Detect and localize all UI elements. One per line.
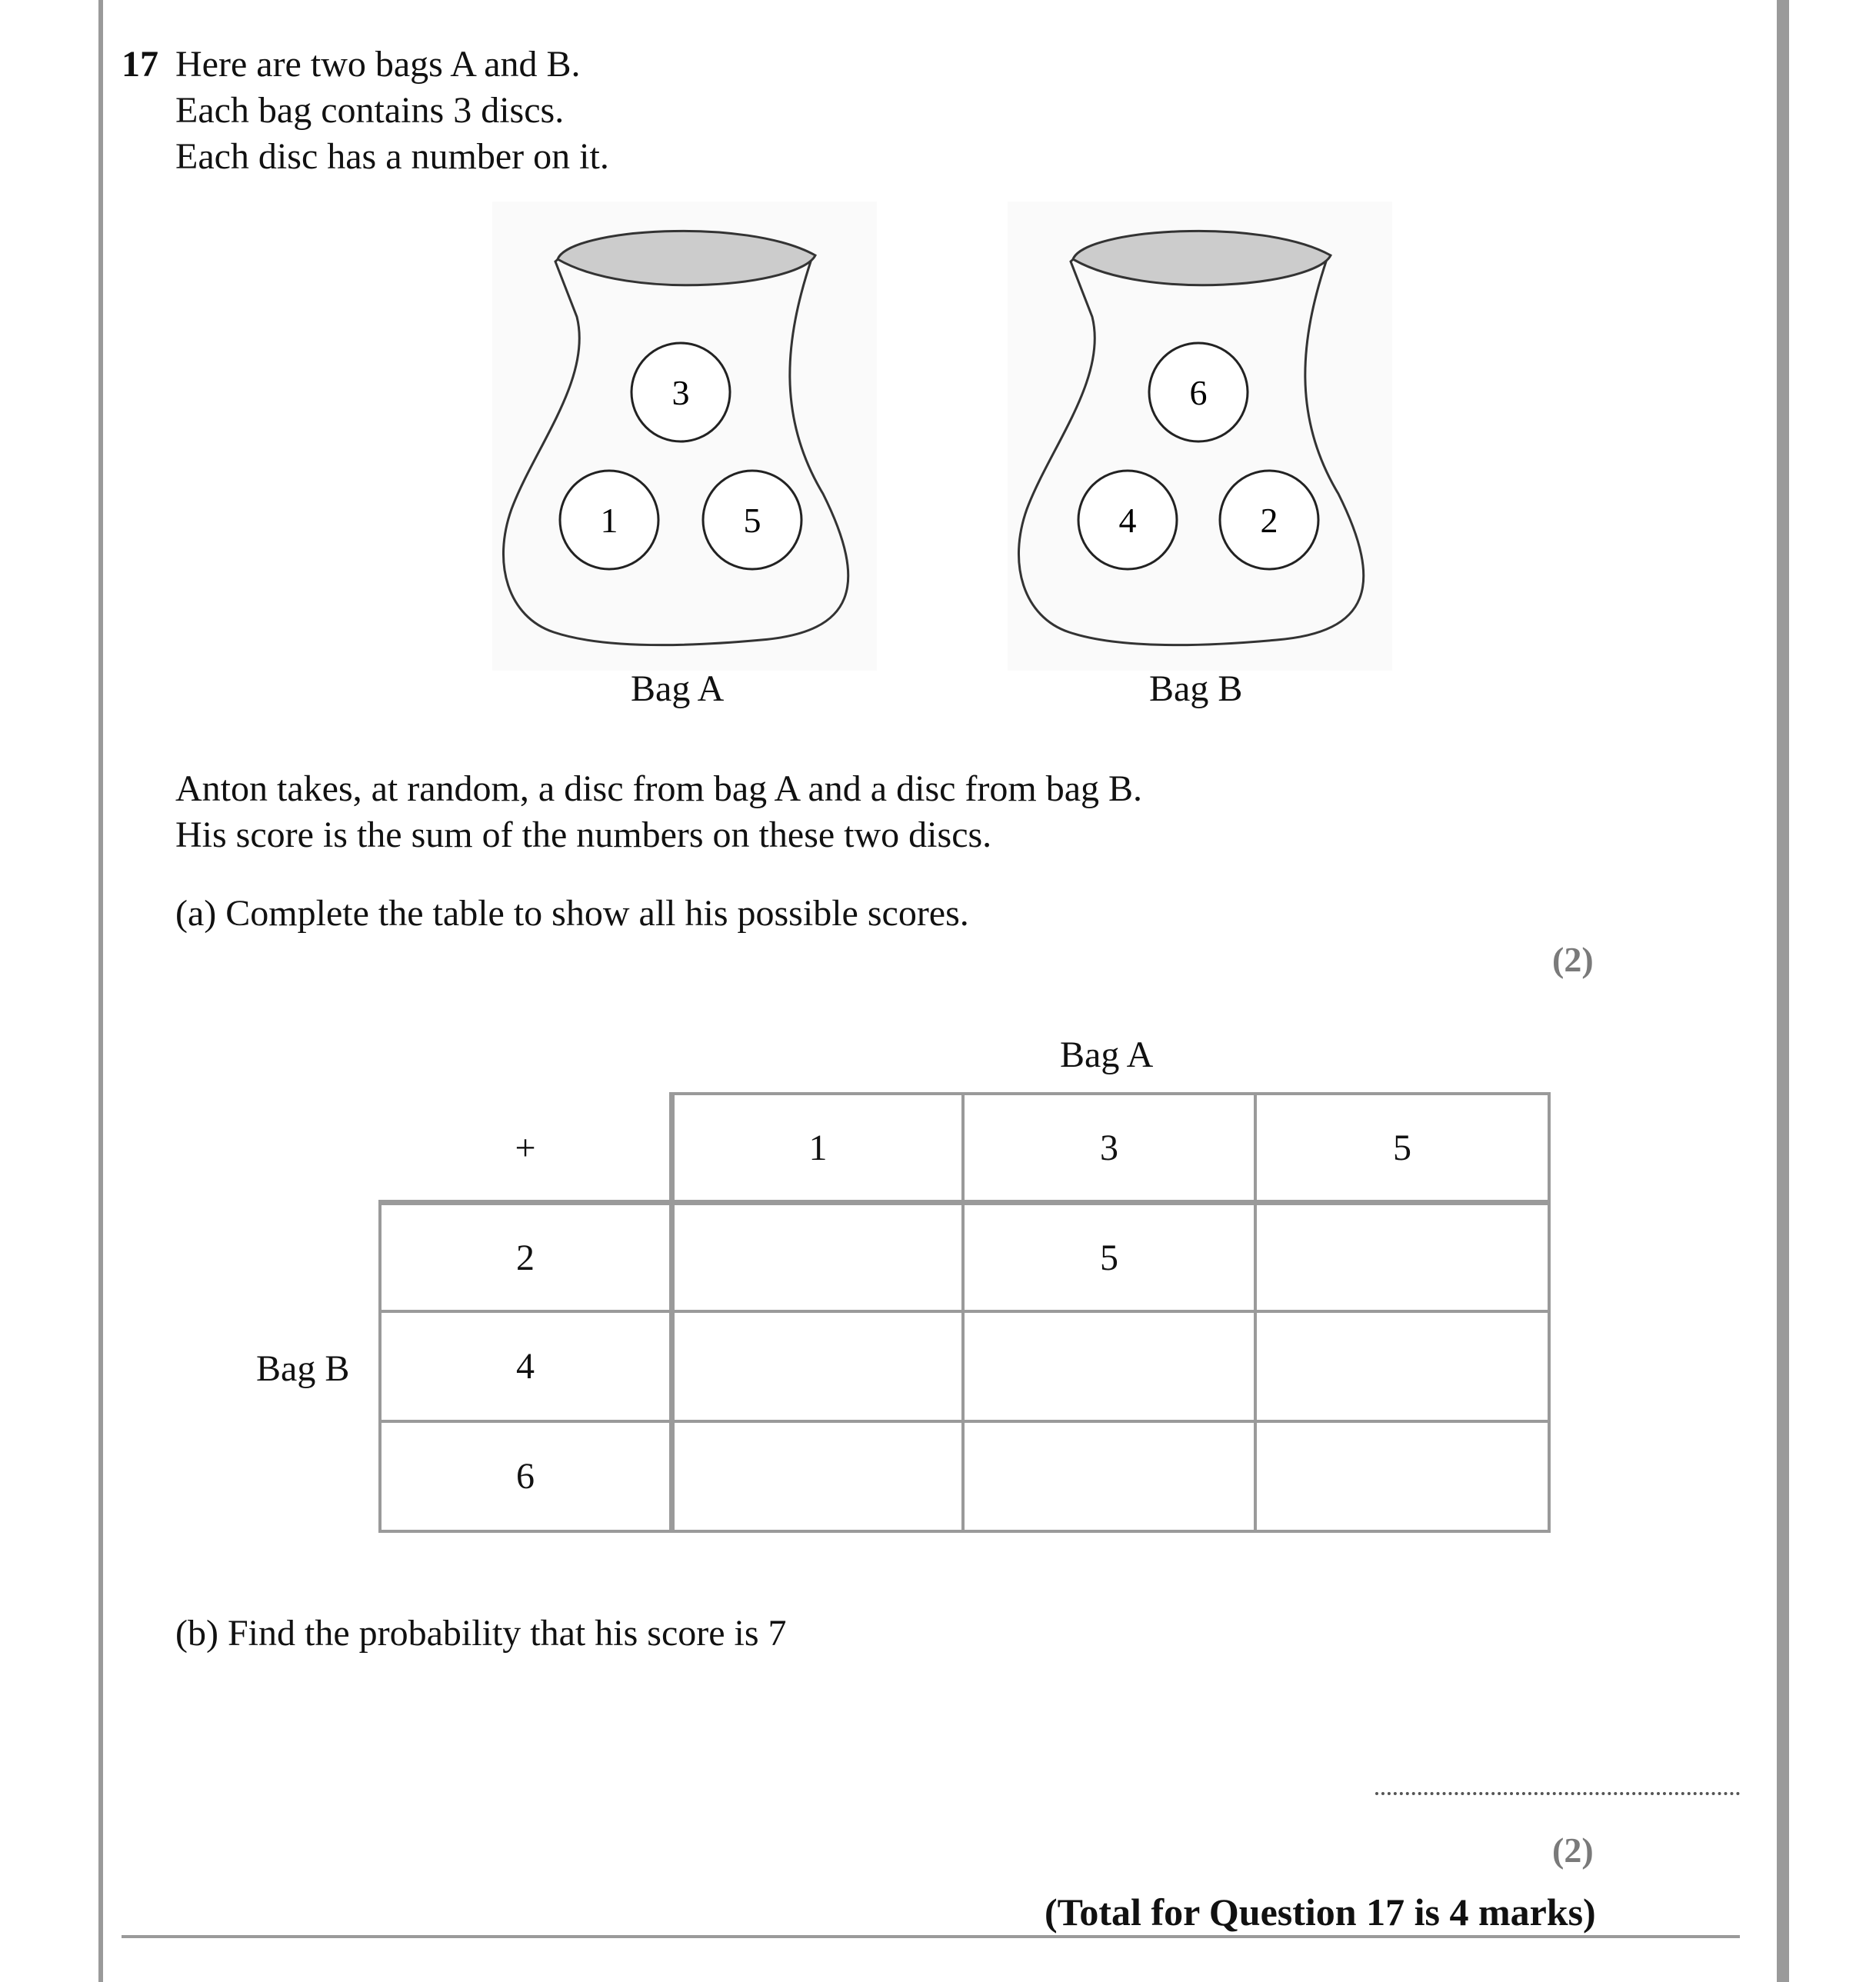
intro-line: Each bag contains 3 discs. [175, 90, 565, 131]
part-b-prompt: (b) Find the probability that his score is 7 [175, 1613, 787, 1654]
intro-line: Here are two bags A and B. [175, 44, 581, 85]
answer-cell-6-5[interactable] [1257, 1423, 1548, 1530]
page-border-right [1777, 0, 1789, 1982]
part-b-marks: (2) [1552, 1830, 1594, 1870]
bag-b-disc-6: 6 [1189, 373, 1208, 412]
question-intro [175, 42, 609, 180]
question-total: (Total for Question 17 is 4 marks) [1045, 1890, 1596, 1934]
question-number: 17 [122, 44, 158, 85]
answer-cell-2-1[interactable] [675, 1205, 961, 1310]
row-header-2: 2 [516, 1237, 535, 1278]
answer-cell-4-3[interactable] [965, 1313, 1254, 1420]
answer-cell-2-5[interactable] [1257, 1205, 1548, 1310]
table-bottom-border [378, 1530, 1551, 1533]
question-bottom-rule [122, 1935, 1740, 1938]
bag-a-disc-5: 5 [743, 501, 761, 540]
bag-a-label: Bag A [631, 668, 725, 709]
intro-line: Each disc has a number on it. [175, 136, 609, 177]
bag-a-illustration [492, 202, 877, 671]
bag-a-disc-1: 1 [600, 501, 618, 540]
bag-b-illustration [1008, 202, 1392, 671]
answer-cell-4-5[interactable] [1257, 1313, 1548, 1420]
table-right-border [1548, 1092, 1551, 1533]
table-header-col-divider [669, 1092, 675, 1533]
table-row-caption: Bag B [256, 1348, 350, 1389]
bag-a-disc-3: 3 [671, 373, 690, 412]
bag-b-disc-4: 4 [1118, 501, 1137, 540]
table-column-caption: Bag A [1060, 1034, 1154, 1075]
row-header-6: 6 [516, 1456, 535, 1497]
answer-cell-4-1[interactable] [675, 1313, 961, 1420]
context-line: His score is the sum of the numbers on these two discs. [175, 814, 992, 855]
context-line: Anton takes, at random, a disc from bag A and a disc from bag B. [175, 768, 1143, 809]
bag-b-disc-2: 2 [1260, 501, 1278, 540]
column-header-3: 3 [1100, 1127, 1118, 1168]
bag-b-label: Bag B [1149, 668, 1243, 709]
column-header-5: 5 [1393, 1127, 1411, 1168]
column-header-1: 1 [808, 1127, 828, 1168]
page-border-left [98, 0, 103, 1982]
table-corner: + [515, 1127, 536, 1168]
part-a-prompt: (a) Complete the table to show all his possible scores. [175, 893, 969, 934]
answer-cell-6-3[interactable] [965, 1423, 1254, 1530]
answer-cell-2-3[interactable]: 5 [1100, 1237, 1118, 1278]
part-a-marks: (2) [1552, 940, 1594, 979]
answer-cell-6-1[interactable] [675, 1423, 961, 1530]
part-b-answer-line[interactable] [1375, 1792, 1740, 1795]
table-header-divider [378, 1200, 1551, 1205]
row-header-4: 4 [516, 1346, 535, 1387]
